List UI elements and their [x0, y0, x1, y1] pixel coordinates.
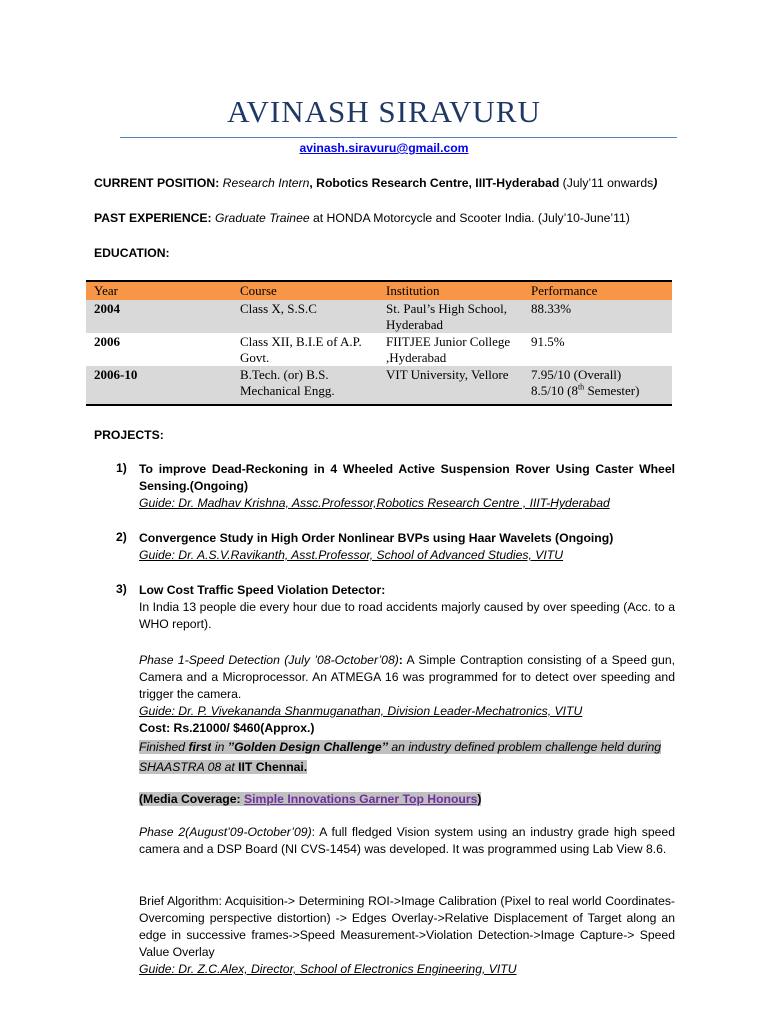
cell-performance	[523, 366, 672, 405]
award-text-2: first	[188, 740, 212, 754]
project-guide: Guide: Dr. Madhav Krishna, Assc.Professor,Robotics Research Centre , IIIT-Hyderabad	[139, 496, 610, 510]
media-label: (Media Coverage:	[139, 792, 244, 806]
title-divider	[120, 137, 677, 138]
past-experience-role: Graduate Trainee	[215, 211, 310, 225]
header-year: Year	[86, 281, 232, 300]
phase2-guide: Guide: Dr. Z.C.Alex, Director, School of Electronics Engineering, VITU	[139, 962, 517, 976]
header-performance: Performance	[523, 281, 672, 300]
current-position-role: Research Intern	[222, 176, 310, 190]
performance-semester-pre: 8.5/10 (8	[531, 383, 578, 398]
project-3	[139, 582, 675, 633]
cell-course: B.Tech. (or) B.S. Mechanical Engg.	[232, 366, 378, 405]
project-number: 2)	[116, 530, 127, 544]
cell-institution: FIITJEE Junior College ,Hyderabad	[386, 334, 511, 365]
performance-semester-sup: th	[577, 382, 585, 392]
projects-heading: PROJECTS:	[94, 428, 164, 442]
performance-overall: 7.95/10 (Overall)	[531, 367, 622, 382]
phase2-label: Phase 2(August’09-October’09)	[139, 825, 312, 839]
current-position-label: CURRENT POSITION:	[94, 176, 220, 190]
award-line	[139, 737, 675, 777]
cell-performance: 91.5%	[531, 334, 565, 349]
cell-course: Class XII, B.I.E of A.P. Govt.	[240, 334, 362, 365]
email-link[interactable]: avinash.siravuru@gmail.com	[299, 141, 469, 155]
table-row	[86, 333, 672, 366]
algorithm-text: Brief Algorithm: Acquisition-> Determining ROI->Image Calibration (Pixel to real world Coordinates- Overcoming perspective distortion) -> Edges Overlay->Relative Displacement of Target along an edge in successive frames->Speed Measurement->Violation Detection->Image Capture-> Speed Value Overlay	[139, 894, 675, 959]
performance-semester-post: Semester)	[584, 383, 640, 398]
phase1-description	[139, 652, 675, 703]
phase1-text: A Simple Contraption consisting of a Speed gun, Camera and a Microprocessor. An ATMEGA 16 was programmed for to detect over speeding and trigger the camera.	[139, 653, 675, 701]
past-experience-text: at HONDA Motorcycle and Scooter India. (July’10-June’11)	[309, 211, 630, 225]
project-title: To improve Dead-Reckoning in 4 Wheeled Active Suspension Rover Using Caster Wheel Sensing.(Ongoing)	[139, 462, 675, 493]
project-number: 1)	[116, 461, 127, 475]
phase2-text: : A full fledged Vision system using an industry grade high speed camera and a DSP Board (NI CVS-1454) was developed. It was programmed using Lab View 8.6.	[139, 825, 675, 856]
current-position	[94, 176, 657, 190]
media-close: )	[477, 792, 482, 806]
cell-year: 2004	[86, 300, 232, 333]
performance-semester	[531, 383, 672, 399]
cell-year: 2006	[94, 334, 120, 349]
current-position-period: (July’11 onwards	[559, 176, 654, 190]
education-header-row	[86, 281, 672, 300]
media-coverage	[139, 791, 675, 808]
header-course: Course	[232, 281, 378, 300]
project-3-phase-1	[139, 652, 675, 777]
project-2	[139, 530, 675, 564]
phase1-label: Phase 1-Speed Detection (July ’08-October’08)	[139, 653, 399, 667]
project-number: 3)	[116, 582, 127, 596]
media-coverage-link[interactable]: Simple Innovations Garner Top Honours	[243, 792, 478, 806]
past-experience-label: PAST EXPERIENCE:	[94, 211, 212, 225]
cell-performance: 88.33%	[523, 300, 672, 333]
algorithm-block	[139, 893, 675, 978]
project-cost: Cost: Rs.21000/ $460(Approx.)	[139, 721, 315, 735]
project-3-phase-2	[139, 824, 675, 858]
cell-institution: St. Paul’s High School, Hyderabad	[378, 300, 523, 333]
table-row	[86, 300, 672, 333]
project-intro: In India 13 people die every hour due to road accidents majorly caused by over speeding (Acc. to a WHO report).	[139, 600, 675, 631]
project-1	[139, 461, 675, 512]
project-title: Low Cost Traffic Speed Violation Detector:	[139, 583, 386, 597]
project-title: Convergence Study in High Order Nonlinear BVPs using Haar Wavelets (Ongoing)	[139, 531, 614, 545]
cell-course: Class X, S.S.C	[232, 300, 378, 333]
candidate-name: AVINASH SIRAVURU	[227, 94, 541, 129]
award-venue: IIT Chennai.	[238, 760, 308, 774]
cell-institution: VIT University, Vellore	[378, 366, 523, 405]
education-heading: EDUCATION:	[94, 246, 170, 260]
current-position-close: )	[653, 176, 658, 190]
award-text-3: in	[211, 740, 228, 754]
project-guide: Guide: Dr. A.S.V.Ravikanth, Asst.Professor, School of Advanced Studies, VITU	[139, 548, 564, 562]
phase1-colon: :	[398, 653, 403, 667]
header-institution: Institution	[378, 281, 523, 300]
award-event: ’’Golden Design Challenge’’	[227, 740, 389, 754]
table-row	[86, 366, 672, 405]
award-text-1: Finished	[139, 740, 189, 754]
phase1-guide: Guide: Dr. P. Vivekananda Shanmuganathan, Division Leader-Mechatronics, VITU	[139, 704, 583, 718]
cell-year: 2006-10	[86, 366, 232, 405]
current-position-org: , Robotics Research Centre, IIIT-Hyderabad	[309, 176, 560, 190]
past-experience	[94, 211, 630, 225]
education-table	[86, 280, 672, 406]
award-text-5: an industry defined problem challenge held during SHAASTRA 08 at	[139, 740, 662, 774]
